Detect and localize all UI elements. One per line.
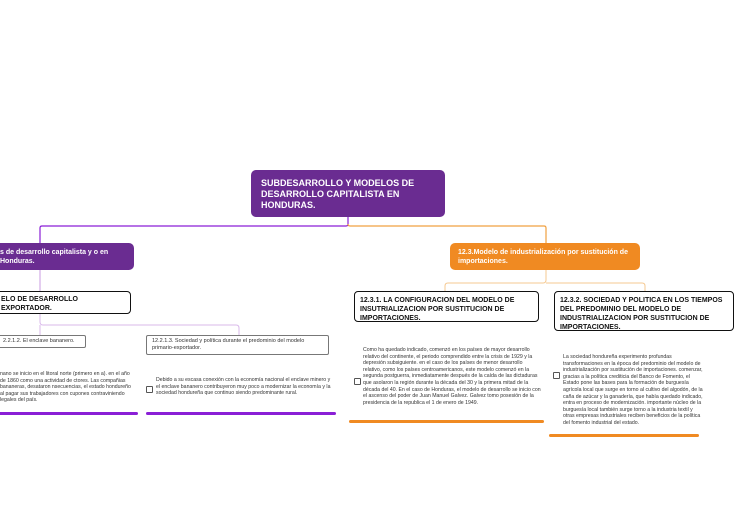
right-branch-title: 12.3.Modelo de industrialización por sustitución de importaciones. [458, 249, 628, 265]
left-subtopic-title: ELO DE DESARROLLO EXPORTADOR. [1, 296, 79, 312]
right-subtopic-2-title: 12.3.2. SOCIEDAD Y POLITICA EN LOS TIEMPOS DEL PREDOMINIO DEL MODELO DE INDUSTRIALIZACION POR SUSTITUCION DE IMPORTACIONES. [560, 297, 723, 331]
root-node[interactable] [251, 170, 445, 217]
paragraph-configuracion-modelo-text: Como ha quedado indicado, comenzó en los países de mayor desarrollo relativo del continente, el periodo comprendido entre la crisis de 1929 y la depresión subsiguiente. en el caso de los países de menor desarrollo relativo, como los países centroamericanos, este modelo comenzó en la segunda postguerra, inmediatamente después de la caída de las dictaduras que asolaron la región durante la década del 30 y la primera mitad de la década del 40. En el caso de Honduras, el modelo de desarrollo se inicio con el ascenso del poder de Juan Manuel Galvez. Galvez tomo posesión de la presidencia de la republica el 1 de enero de 1949. [363, 347, 541, 406]
paragraph-configuracion-modelo [363, 347, 541, 406]
left-subtopic-node[interactable] [0, 291, 131, 314]
note-icon[interactable] [553, 372, 560, 379]
paragraph-enclave-bananero-text: nano se inicio en el litoral norte (primero en a). en el año de 1860 como una actividad de ctores. Las compañias bananeras, desataron nsecuencias, el estado hondureño al pagar sus trabajadores con cupones contraviniendo legales del país. [0, 371, 131, 404]
paragraph-enclave-bananero [0, 371, 136, 404]
paragraph-sociedad-politica-text: Debido a su escasa conexión con la economía nacional el enclave minero y el enclave bananero contribuyeron muy poco a modernizar la economía y la sociedad hondureña que continuo siendo predominante rural. [156, 377, 331, 397]
link-right-subs [445, 270, 645, 291]
paragraph-sociedad-politica [156, 377, 334, 397]
note-icon[interactable] [146, 386, 153, 393]
right-subtopic-2-node[interactable] [554, 291, 734, 331]
link-root-right [348, 224, 546, 243]
left-branch-title: s de desarrollo capitalista y o en Honduras. [0, 249, 109, 265]
underline-bar-orange-2 [549, 434, 699, 437]
link-left-leaves [40, 314, 239, 335]
leaf-sociedad-politica[interactable] [146, 335, 329, 355]
link-root-left [40, 217, 348, 243]
right-subtopic-1-title: 12.3.1. LA CONFIGURACION DEL MODELO DE INSUTRIALIZACION POR SUSTITUCION DE IMPORTACIONES. [360, 297, 515, 322]
leaf-sociedad-politica-label: 12.2.1.3. Sociedad y política durante el predominio del modelo primario-exportador. [152, 338, 305, 351]
right-branch-node[interactable] [450, 243, 640, 270]
underline-bar-purple-2 [146, 412, 336, 415]
left-branch-node[interactable] [0, 243, 134, 270]
note-icon[interactable] [354, 378, 361, 385]
underline-bar-orange-1 [349, 420, 544, 423]
leaf-enclave-bananero-label: 2.2.1.2. El enclave bananero. [3, 338, 75, 344]
paragraph-sociedad-industrializacion-text: La sociedad hondureña experimento profundas transformaciones en la época del predominio del modelo de industrialización por sustitución de importaciones. comenzar, gracias a la política crediticia del Banco de Fomento, el Estado pone las bases para la formación de burguesía agrícola local que surge en torno al cultivo del algodón, de la caña de azúcar y la ganadería, que había quedado indicado, entra en proceso de modernización. importante núcleo de la burguesía local también surge torno a la industria textil y otras empresas industriales reciben beneficios de la política del fomento industrial del estado. [563, 354, 703, 426]
underline-bar-purple-1 [0, 412, 138, 415]
leaf-enclave-bananero[interactable] [0, 335, 86, 348]
paragraph-sociedad-industrializacion [563, 354, 703, 427]
right-subtopic-1-node[interactable] [354, 291, 539, 322]
root-title: SUBDESARROLLO Y MODELOS DE DESARROLLO CAPITALISTA EN HONDURAS. [261, 178, 415, 210]
